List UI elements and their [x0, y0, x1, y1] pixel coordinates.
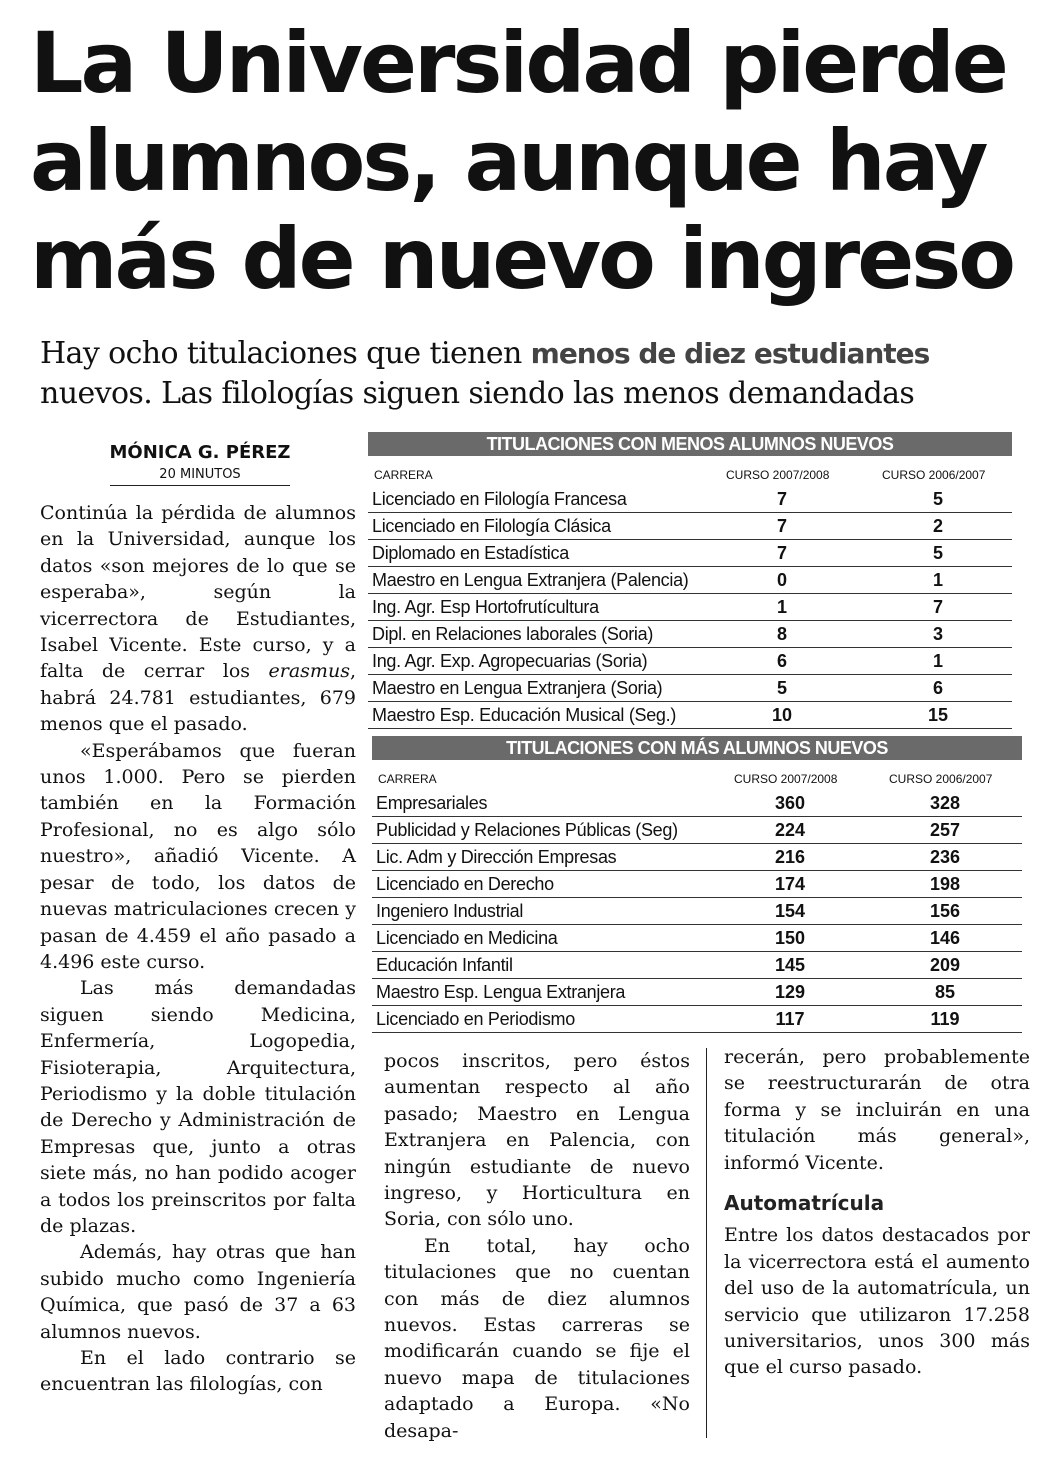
paragraph: En el lado contrario se encuentran las filologías, con [40, 1347, 356, 1396]
column-header: CARRERA [374, 468, 433, 482]
table-fewer-students [368, 432, 1012, 729]
value-2007-2008: 224 [774, 820, 806, 840]
table-body [368, 486, 1012, 729]
degree-name: Licenciado en Periodismo [376, 1009, 575, 1029]
table-row [372, 925, 1022, 952]
value-2006-2007: 1 [932, 570, 943, 590]
value-2007-2008: 5 [776, 678, 787, 698]
value-2007-2008: 129 [774, 982, 806, 1002]
article-column-3 [724, 1044, 1030, 1381]
article-column-1 [40, 500, 356, 1398]
table-row [372, 979, 1022, 1006]
table-header [372, 768, 1022, 790]
value-2007-2008: 154 [774, 901, 806, 921]
value-2007-2008: 7 [776, 516, 787, 536]
degree-name: Publicidad y Relaciones Públicas (Seg) [376, 820, 678, 840]
value-2007-2008: 216 [774, 847, 806, 867]
text-run: , habrá 24.781 estudiantes, 679 menos que el pasado. [40, 660, 356, 736]
subheadline [40, 334, 1050, 414]
byline-author: MÓNICA G. PÉREZ [109, 442, 291, 463]
table-row [368, 594, 1012, 621]
degree-name: Diplomado en Estadística [372, 543, 569, 563]
value-2006-2007: 198 [929, 874, 961, 894]
table-row [372, 1006, 1022, 1033]
table-body [372, 790, 1022, 1033]
degree-name: Educación Infantil [376, 955, 513, 975]
value-2006-2007: 5 [932, 489, 943, 509]
subhead-highlight: menos de diez estudiantes [530, 337, 930, 370]
value-2007-2008: 10 [771, 705, 793, 725]
table-row [372, 817, 1022, 844]
paragraph: «Esperábamos que fueran unos 1.000. Pero se pierden también en la Formación Profesional, no es algo sólo nuestro», añadió Vicente. A pesar de todo, los datos de nuevas matriculaciones crecen y pasan de 4.459 el año pasado a 4.496 este curso. [40, 739, 356, 973]
degree-name: Ing. Agr. Esp Hortofrutícultura [372, 597, 599, 617]
degree-name: Maestro Esp. Educación Musical (Seg.) [372, 705, 677, 725]
degree-name: Ing. Agr. Exp. Agropecuarias (Soria) [372, 651, 648, 671]
paragraph: Además, hay otras que han subido mucho como Ingeniería Química, que pasó de 37 a 63 alumnos nuevos. [40, 1241, 356, 1343]
value-2006-2007: 236 [929, 847, 961, 867]
value-2007-2008: 150 [774, 928, 806, 948]
subhead-part1: Hay ocho titulaciones que tienen [40, 336, 531, 371]
paragraph: En total, hay ocho titulaciones que no cuentan con más de diez alumnos nuevos. Estas carreras se modificarán cuando se fije el nuevo mapa de titulaciones adaptado a Europa. «No desapa- [384, 1234, 690, 1442]
paragraph: Las más demandadas siguen siendo Medicina, Enfermería, Logopedia, Fisioterapia, Arquitectura, Periodismo y la doble titulación de Derecho y Administración de Empresas que, junto a otras siete más, no han podido acoger a todos los preinscritos por falta de plazas. [40, 977, 356, 1237]
section-heading: Automatrícula [724, 1191, 885, 1216]
subhead-part2: nuevos. Las filologías siguen siendo las menos demandadas [40, 376, 915, 411]
value-2006-2007: 6 [932, 678, 943, 698]
column-header: CURSO 2007/2008 [726, 468, 830, 482]
degree-name: Licenciado en Filología Francesa [372, 489, 627, 509]
degree-name: Empresariales [376, 793, 488, 813]
value-2006-2007: 2 [932, 516, 943, 536]
table-row [372, 952, 1022, 979]
text-run: Continúa la pérdida de alumnos en la Universidad, aunque los datos «son mejores de lo que se esperaba», según la vicerrectora de Estudiantes, Isabel Vicente. Este curso, y a falta de cerrar los [40, 502, 356, 683]
value-2006-2007: 257 [929, 820, 961, 840]
column-header: CURSO 2006/2007 [882, 468, 986, 482]
value-2006-2007: 209 [929, 955, 961, 975]
degree-name: Lic. Adm y Dirección Empresas [376, 847, 617, 867]
value-2006-2007: 15 [927, 705, 949, 725]
paragraph: Entre los datos destacados por la vicerrectora está el aumento del uso de la automatrícula, un servicio que utilizaron 17.258 universitarios, unos 300 más que el curso pasado. [724, 1224, 1030, 1379]
value-2006-2007: 7 [932, 597, 943, 617]
value-2007-2008: 7 [776, 489, 787, 509]
table-row [368, 540, 1012, 567]
value-2007-2008: 174 [774, 874, 806, 894]
value-2006-2007: 85 [934, 982, 956, 1002]
table-row [368, 648, 1012, 675]
table-row [372, 844, 1022, 871]
degree-name: Maestro Esp. Lengua Extranjera [376, 982, 626, 1002]
table-row [368, 567, 1012, 594]
table-row [368, 513, 1012, 540]
value-2007-2008: 1 [776, 597, 787, 617]
column-header: CURSO 2007/2008 [734, 772, 838, 786]
value-2006-2007: 1 [932, 651, 943, 671]
table-row [372, 871, 1022, 898]
degree-name: Ingeniero Industrial [376, 901, 524, 921]
table-row [368, 621, 1012, 648]
table-row [368, 702, 1012, 729]
table-row [368, 486, 1012, 513]
value-2006-2007: 3 [932, 624, 943, 644]
degree-name: Licenciado en Derecho [376, 874, 554, 894]
text-run-italic: erasmus [268, 660, 350, 683]
table-more-students [372, 736, 1022, 1033]
value-2007-2008: 6 [776, 651, 787, 671]
value-2006-2007: 5 [932, 543, 943, 563]
byline-source: 20 MINUTOS [110, 467, 290, 486]
value-2006-2007: 156 [929, 901, 961, 921]
value-2007-2008: 0 [776, 570, 787, 590]
value-2006-2007: 328 [929, 793, 961, 813]
headline: La Universidad pierde alumnos, aunque hay más de nuevo ingreso [30, 14, 1013, 308]
column-header: CURSO 2006/2007 [889, 772, 993, 786]
table-header [368, 464, 1012, 486]
paragraph [40, 500, 356, 738]
paragraph: pocos inscritos, pero éstos aumentan respecto al año pasado; Maestro en Lengua Extranjera en Palencia, con ningún estudiante de nuevo ingreso, y Horticultura en Soria, con sólo uno. [384, 1050, 690, 1231]
value-2007-2008: 117 [775, 1009, 805, 1029]
table-title: TITULACIONES CON MÁS ALUMNOS NUEVOS [372, 736, 1022, 760]
degree-name: Licenciado en Medicina [376, 928, 558, 948]
degree-name: Maestro en Lengua Extranjera (Soria) [372, 678, 663, 698]
value-2007-2008: 360 [774, 793, 806, 813]
byline [40, 442, 360, 486]
table-row [372, 898, 1022, 925]
degree-name: Maestro en Lengua Extranjera (Palencia) [372, 570, 689, 590]
degree-name: Licenciado en Filología Clásica [372, 516, 611, 536]
paragraph: recerán, pero probablemente se reestructurarán de otra forma y se incluirán en una titulación más general», informó Vicente. [724, 1046, 1030, 1174]
degree-name: Dipl. en Relaciones laborales (Soria) [372, 624, 654, 644]
table-row [368, 675, 1012, 702]
value-2007-2008: 145 [774, 955, 806, 975]
value-2007-2008: 8 [776, 624, 787, 644]
value-2006-2007: 146 [929, 928, 961, 948]
value-2006-2007: 119 [930, 1009, 960, 1029]
article-column-2 [384, 1048, 690, 1444]
column-header: CARRERA [378, 772, 437, 786]
table-title: TITULACIONES CON MENOS ALUMNOS NUEVOS [368, 432, 1012, 456]
value-2007-2008: 7 [776, 543, 787, 563]
column-divider [706, 1048, 707, 1438]
table-row [372, 790, 1022, 817]
